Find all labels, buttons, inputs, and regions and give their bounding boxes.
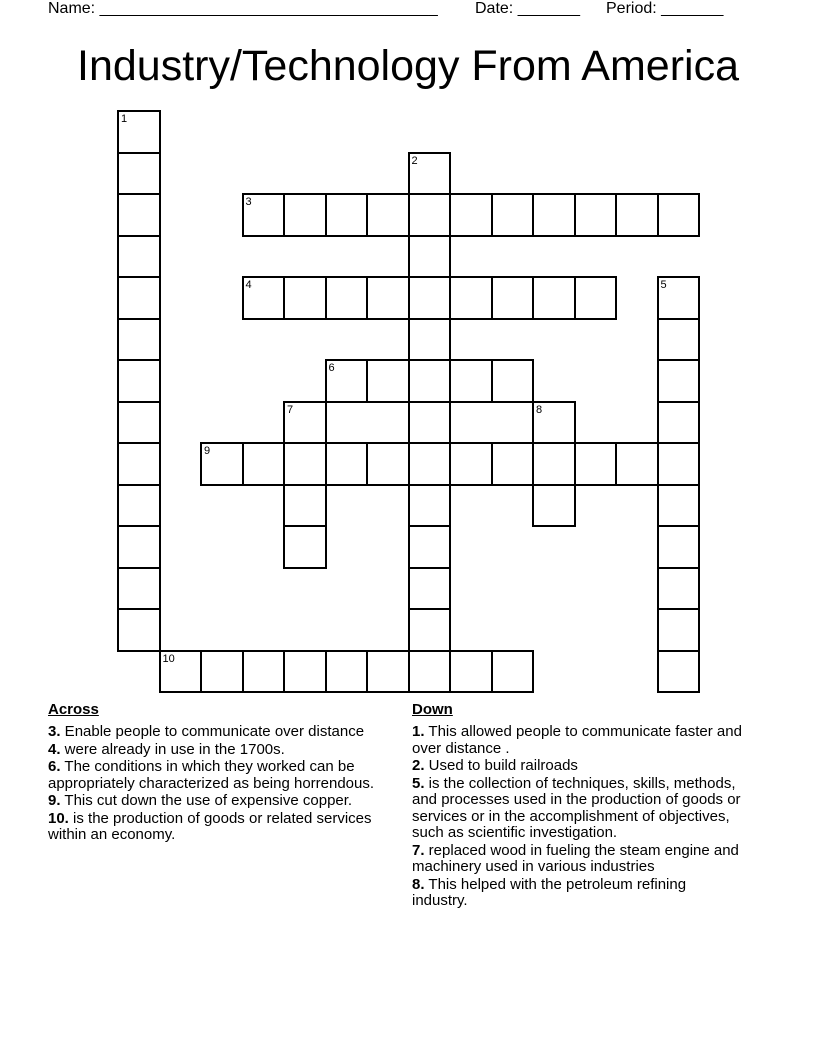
grid-cell[interactable] <box>117 110 161 154</box>
grid-cell[interactable] <box>408 401 452 445</box>
grid-cell[interactable] <box>283 525 327 569</box>
grid-cell[interactable] <box>283 276 327 320</box>
grid-cell[interactable] <box>117 525 161 569</box>
grid-cell[interactable] <box>491 359 535 403</box>
grid-cell[interactable] <box>325 650 369 694</box>
grid-cell[interactable] <box>657 650 701 694</box>
grid-cell[interactable] <box>408 567 452 611</box>
grid-cell[interactable] <box>574 193 618 237</box>
grid-cell[interactable] <box>283 442 327 486</box>
grid-cell[interactable] <box>242 442 286 486</box>
grid-cell[interactable] <box>408 152 452 196</box>
grid-cell[interactable] <box>657 276 701 320</box>
grid-cell[interactable] <box>200 650 244 694</box>
grid-cell[interactable] <box>242 276 286 320</box>
across-clue-9: 9. This cut down the use of expensive copper. <box>48 792 353 809</box>
grid-cell[interactable] <box>657 318 701 362</box>
grid-cell[interactable] <box>283 484 327 528</box>
grid-cell[interactable] <box>325 193 369 237</box>
grid-cell[interactable] <box>449 276 493 320</box>
grid-cell[interactable] <box>408 442 452 486</box>
period-field[interactable]: Period: _______ <box>606 0 724 17</box>
across-heading: Across <box>48 701 99 718</box>
across-clue-3: 3. Enable people to communicate over distance <box>48 723 365 740</box>
grid-cell[interactable] <box>117 152 161 196</box>
grid-cell[interactable] <box>657 401 701 445</box>
clue-number: 5 <box>660 279 667 291</box>
grid-cell[interactable] <box>366 193 410 237</box>
grid-cell[interactable] <box>491 193 535 237</box>
down-clue-2: 2. Used to build railroads <box>412 757 578 774</box>
grid-cell[interactable] <box>117 359 161 403</box>
grid-cell[interactable] <box>408 318 452 362</box>
grid-cell[interactable] <box>366 650 410 694</box>
grid-cell[interactable] <box>200 442 244 486</box>
grid-cell[interactable] <box>408 235 452 279</box>
clue-number: 10 <box>162 652 175 665</box>
grid-cell[interactable] <box>615 442 659 486</box>
grid-cell[interactable] <box>366 442 410 486</box>
grid-cell[interactable] <box>532 193 576 237</box>
name-field[interactable]: Name: ______________________________________ <box>48 0 438 17</box>
grid-cell[interactable] <box>159 650 203 694</box>
grid-cell[interactable] <box>242 193 286 237</box>
grid-cell[interactable] <box>657 442 701 486</box>
grid-cell[interactable] <box>117 567 161 611</box>
grid-cell[interactable] <box>449 650 493 694</box>
down-clue-7: 7. replaced wood in fueling the steam engine and machinery used in various industries <box>412 841 739 875</box>
grid-cell[interactable] <box>491 442 535 486</box>
grid-cell[interactable] <box>283 650 327 694</box>
grid-cell[interactable] <box>117 193 161 237</box>
grid-cell[interactable] <box>325 359 369 403</box>
grid-cell[interactable] <box>366 276 410 320</box>
clue-number: 3 <box>245 196 252 208</box>
grid-cell[interactable] <box>325 276 369 320</box>
grid-cell[interactable] <box>408 276 452 320</box>
grid-cell[interactable] <box>117 484 161 528</box>
grid-cell[interactable] <box>657 484 701 528</box>
date-field[interactable]: Date: _______ <box>475 0 580 17</box>
grid-cell[interactable] <box>408 193 452 237</box>
down-clues <box>412 701 742 911</box>
grid-cell[interactable] <box>574 442 618 486</box>
grid-cell[interactable] <box>366 359 410 403</box>
grid-cell[interactable] <box>117 442 161 486</box>
grid-cell[interactable] <box>449 442 493 486</box>
grid-cell[interactable] <box>117 608 161 652</box>
page-title: Industry/Technology From America <box>77 42 739 90</box>
grid-cell[interactable] <box>657 193 701 237</box>
across-clues <box>48 701 378 845</box>
grid-cell[interactable] <box>408 359 452 403</box>
grid-cell[interactable] <box>117 401 161 445</box>
across-clue-6: 6. The conditions in which they worked can be appropriately characterized as being horrendous. <box>48 758 375 792</box>
clue-number: 8 <box>536 403 543 416</box>
clue-number: 6 <box>328 362 335 374</box>
grid-cell[interactable] <box>283 193 327 237</box>
down-heading: Down <box>412 701 453 718</box>
grid-cell[interactable] <box>657 359 701 403</box>
grid-cell[interactable] <box>532 401 576 445</box>
grid-cell[interactable] <box>325 442 369 486</box>
grid-cell[interactable] <box>408 608 452 652</box>
grid-cell[interactable] <box>532 484 576 528</box>
grid-cell[interactable] <box>242 650 286 694</box>
grid-cell[interactable] <box>408 650 452 694</box>
grid-cell[interactable] <box>615 193 659 237</box>
down-clue-1: 1. This allowed people to communicate faster and over distance . <box>412 723 742 757</box>
clue-number: 1 <box>121 113 128 125</box>
clue-number: 4 <box>245 279 252 291</box>
across-clue-4: 4. were already in use in the 1700s. <box>48 740 285 758</box>
clue-number: 2 <box>411 154 418 167</box>
grid-cell[interactable] <box>449 359 493 403</box>
across-clue-10: 10. is the production of goods or related services within an economy. <box>48 809 372 843</box>
grid-cell[interactable] <box>574 276 618 320</box>
grid-cell[interactable] <box>117 318 161 362</box>
grid-cell[interactable] <box>657 608 701 652</box>
grid-cell[interactable] <box>408 525 452 569</box>
grid-cell[interactable] <box>283 401 327 445</box>
clue-number: 7 <box>287 403 294 416</box>
grid-cell[interactable] <box>491 276 535 320</box>
grid-cell[interactable] <box>449 193 493 237</box>
grid-cell[interactable] <box>408 484 452 528</box>
down-clue-5: 5. is the collection of techniques, skills, methods, and processes used in the production of goods or services or in the accomplishment of objectives, such as scientific investigation. <box>412 774 741 841</box>
grid-cell[interactable] <box>532 442 576 486</box>
grid-cell[interactable] <box>117 235 161 279</box>
grid-cell[interactable] <box>117 276 161 320</box>
grid-cell[interactable] <box>491 650 535 694</box>
clue-number: 9 <box>204 445 211 457</box>
grid-cell[interactable] <box>532 276 576 320</box>
grid-cell[interactable] <box>657 567 701 611</box>
down-clue-8: 8. This helped with the petroleum refining industry. <box>412 875 687 909</box>
grid-cell[interactable] <box>657 525 701 569</box>
